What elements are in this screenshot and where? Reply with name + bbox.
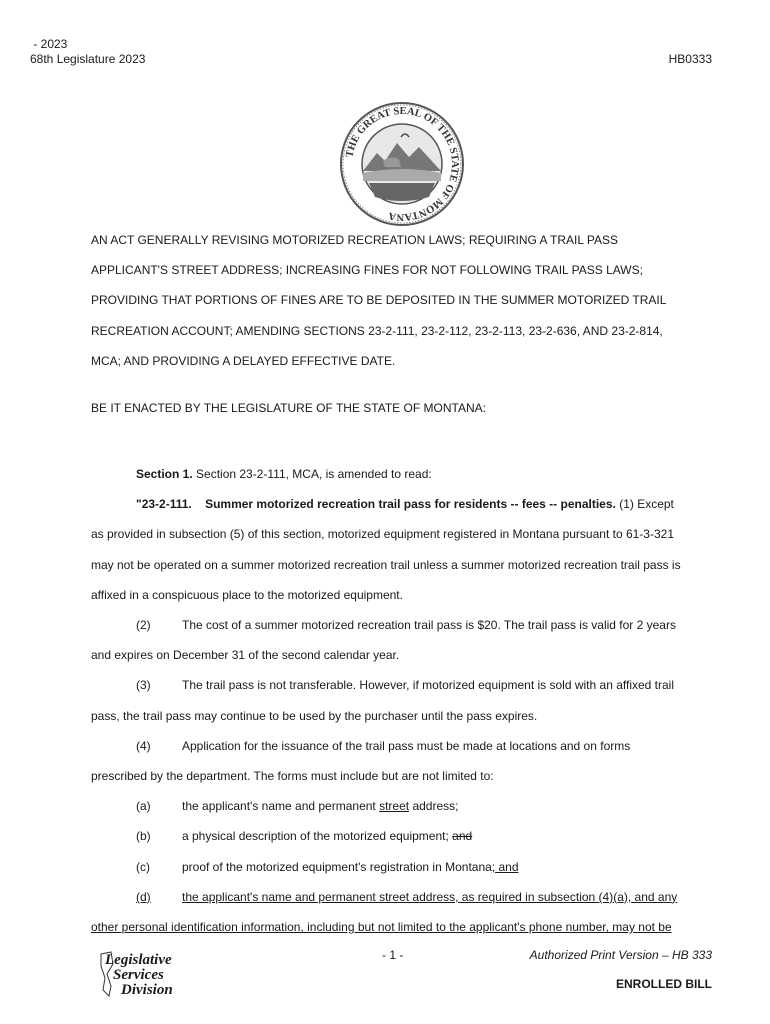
logo-text: Legislative: [105, 952, 172, 968]
item-number: (c): [136, 859, 150, 874]
logo-text: Services: [113, 967, 164, 983]
seal-text: THE GREAT SEAL OF THE STATE OF MONTANA: [344, 105, 461, 223]
subsection-2: [91, 610, 716, 640]
title-line: APPLICANT'S STREET ADDRESS; INCREASING FINES FOR NOT FOLLOWING TRAIL PASS LAWS;: [91, 263, 643, 278]
statute-heading: "23-2-111. Summer motorized recreation trail pass for residents -- fees -- penalties.: [136, 497, 616, 512]
subsection-2-line: and expires on December 31 of the second calendar year.: [91, 648, 400, 663]
item-c: [91, 852, 716, 882]
struck-text: and: [452, 829, 473, 844]
title-line: MCA; AND PROVIDING A DELAYED EFFECTIVE DATE.: [91, 353, 396, 368]
subsection-4-line: prescribed by the department. The forms must include but are not limited to:: [91, 769, 494, 784]
montana-state-seal-icon: [339, 101, 465, 227]
subsection-text: The trail pass is not transferable. However, if motorized equipment is sold with an affixed trail: [182, 678, 675, 693]
item-d-line: other personal identification information, including but not limited to the applicant's phone number, may not be: [91, 920, 672, 935]
item-number: (d): [136, 889, 151, 904]
document-header: [30, 37, 145, 67]
subsection-text: Application for the issuance of the trail pass must be made at locations and on forms: [182, 738, 631, 753]
item-text: proof of the motorized equipment's registration in Montana: [182, 859, 492, 874]
section-heading: Section 1.: [136, 467, 193, 481]
logo-text: Division: [121, 982, 173, 998]
subsection-number: (3): [136, 678, 151, 693]
inserted-text: street: [379, 799, 410, 814]
item-number: (a): [136, 799, 151, 814]
legislature-label: 68th Legislature 2023: [30, 52, 146, 66]
subsection-number: (4): [136, 738, 151, 753]
enrolled-bill-label: ENROLLED BILL: [616, 977, 712, 991]
subsection-1-line: as provided in subsection (5) of this section, motorized equipment registered in Montana pursuant to 61-3-321: [91, 527, 674, 542]
subsection-3: [91, 670, 716, 700]
bill-body: [91, 459, 716, 942]
section-intro: Section 23-2-111, MCA, is amended to read:: [192, 467, 432, 481]
item-text: address;: [409, 799, 459, 814]
legislative-services-division-logo: [99, 950, 189, 1000]
bill-number: HB0333: [668, 52, 712, 66]
title-line: PROVIDING THAT PORTIONS OF FINES ARE TO BE DEPOSITED IN THE SUMMER MOTORIZED TRAIL: [91, 293, 667, 308]
title-line: RECREATION ACCOUNT; AMENDING SECTIONS 23-2-111, 23-2-112, 23-2-113, 23-2-636, AND 23-2-814,: [91, 323, 663, 338]
subsection-1-line: affixed in a conspicuous place to the motorized equipment.: [91, 587, 403, 602]
inserted-text: ; and: [491, 859, 519, 874]
item-text: the applicant's name and permanent: [182, 799, 380, 814]
item-b: [91, 821, 716, 851]
statute-heading-line: [91, 489, 716, 519]
subsection-1-start: (1) Except: [615, 497, 674, 512]
item-text: the applicant's name and permanent street address, as required in subsection (4)(a), and any: [182, 889, 678, 904]
subsection-text: The cost of a summer motorized recreation trail pass is $20. The trail pass is valid for 2 years: [182, 618, 676, 633]
year-line: - 2023: [30, 37, 68, 51]
page-number: - 1 -: [382, 948, 404, 962]
title-line: AN ACT GENERALLY REVISING MOTORIZED RECREATION LAWS; REQUIRING A TRAIL PASS: [91, 233, 619, 247]
item-number: (b): [136, 829, 151, 844]
item-a: [91, 791, 716, 821]
subsection-3-line: pass, the trail pass may continue to be used by the purchaser until the pass expires.: [91, 708, 538, 723]
subsection-1-line: may not be operated on a summer motorized recreation trail unless a summer motorized recreation trail pass is: [91, 557, 681, 572]
authorized-version: Authorized Print Version – HB 333: [529, 948, 712, 962]
bill-title: [91, 225, 731, 376]
subsection-number: (2): [136, 618, 151, 633]
section-1-intro: [91, 459, 716, 489]
item-d: [91, 882, 716, 912]
item-text: a physical description of the motorized equipment;: [182, 829, 453, 844]
subsection-4: [91, 731, 716, 761]
enacting-clause: BE IT ENACTED BY THE LEGISLATURE OF THE STATE OF MONTANA:: [91, 401, 486, 415]
